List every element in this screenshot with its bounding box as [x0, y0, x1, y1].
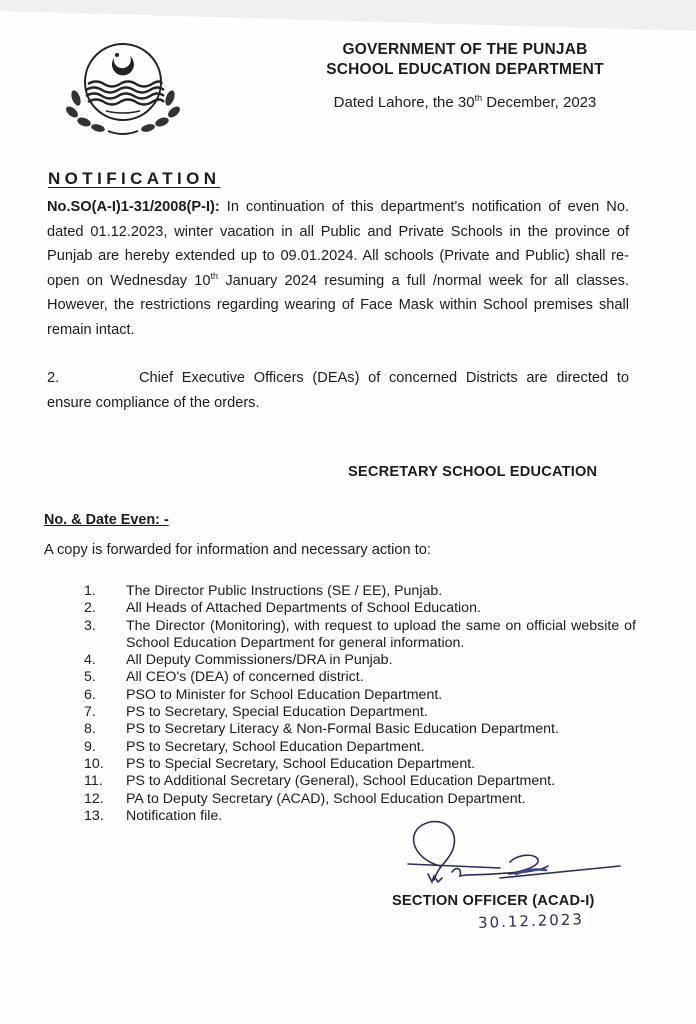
scan-shadow-band	[0, 0, 696, 34]
handwritten-date: 30.12.2023	[477, 910, 585, 932]
government-name: GOVERNMENT OF THE PUNJAB	[342, 41, 588, 58]
handwritten-signature-icon	[400, 818, 640, 898]
list-item: 7. PS to Secretary, Special Education Department.	[84, 704, 428, 721]
list-item: 3. The Director (Monitoring), with request to upload the same on official website of School Education Department for general information.	[84, 617, 636, 651]
list-item: 12. PA to Deputy Secretary (ACAD), School Education Department.	[84, 790, 526, 807]
list-item: 6. PSO to Minister for School Education Department.	[84, 686, 443, 703]
department-name: SCHOOL EDUCATION DEPARTMENT	[326, 61, 604, 78]
notification-title: NOTIFICATION	[48, 169, 221, 188]
list-item: 4. All Deputy Commissioners/DRA in Punjab.	[84, 652, 393, 669]
list-item: 13. Notification file.	[84, 807, 223, 824]
recipient-list	[76, 583, 636, 825]
signatory-section-officer: SECTION OFFICER (ACAD-I)	[392, 893, 595, 909]
list-item: 9. PS to Secretary, School Education Department.	[84, 738, 425, 755]
list-item: 1. The Director Public Instructions (SE / EE), Punjab.	[84, 583, 443, 599]
signatory-secretary: SECRETARY SCHOOL EDUCATION	[348, 464, 598, 480]
list-item: 11. PS to Additional Secretary (General), School Education Department.	[84, 773, 556, 790]
list-item: 8. PS to Secretary Literacy & Non-Formal Basic Education Department.	[84, 721, 559, 738]
endorsement-intro: A copy is forwarded for information and necessary action to:	[44, 542, 431, 558]
letterhead	[300, 40, 630, 111]
reference-number: No.SO(A-I)1-31/2008(P-I):	[47, 199, 220, 215]
list-item: 10. PS to Special Secretary, School Education Department.	[84, 755, 476, 772]
government-of-punjab-emblem-icon	[58, 38, 188, 138]
dated-line: Dated Lahore, the 30th December, 2023	[333, 93, 597, 111]
paragraph-number: 2.	[47, 370, 60, 386]
list-item: 5. All CEO's (DEA) of concerned district.	[84, 669, 364, 686]
endorsement-heading: No. & Date Even: -	[44, 512, 169, 528]
paragraph-2: 2. Chief Executive Officers (DEAs) of concerned Districts are directed to ensure compliance of the orders.	[47, 366, 629, 415]
list-item: 2. All Heads of Attached Departments of School Education.	[84, 600, 481, 617]
notification-body: No.SO(A-I)1-31/2008(P-I): In continuation of this department's notification of even No. dated 01.12.2023, winter vacation in all Public and Private Schools in the province of Punjab are hereby extended up to 09.01.2024. All schools (Private and Public) shall re-open on Wednesday 10th January 2024 resuming a full /normal week for all classes. However, the restrictions regarding wearing of Face Mask within School premises shall remain intact.	[47, 199, 629, 338]
